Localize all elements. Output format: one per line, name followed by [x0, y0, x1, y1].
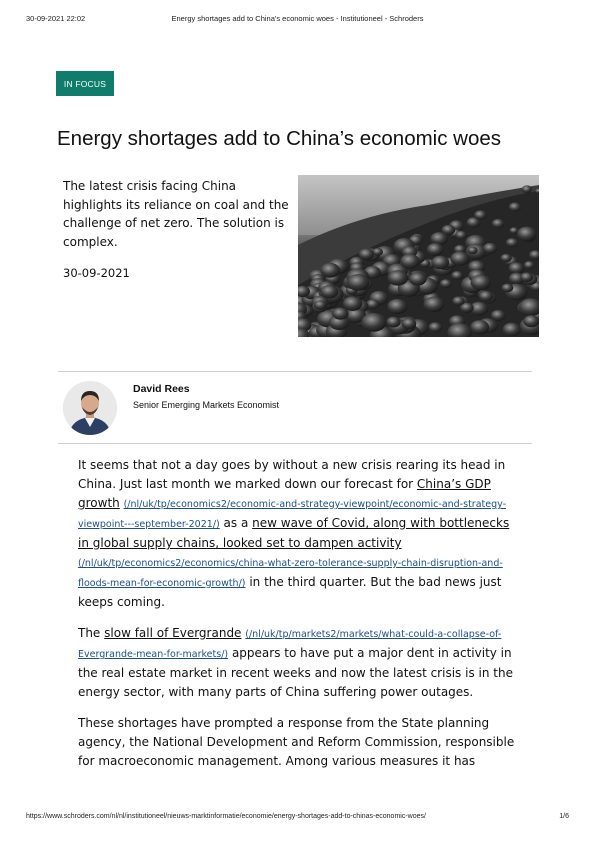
- coal-lump: [430, 232, 448, 245]
- coal-lump: [520, 272, 533, 282]
- print-url: https://www.schroders.com/nl/nl/institutioneel/nieuws-marktinformatie/economie/energy-shortages-add-to-chinas-economic-woes/: [26, 813, 426, 820]
- author-name[interactable]: David Rees: [133, 383, 190, 395]
- china-gdp-growth-url[interactable]: (/nl/uk/tp/economics2/economic-and-strategy-viewpoint/economic-and-strategy-viewpoint---september-2021/): [78, 499, 507, 530]
- coal-lump: [386, 317, 400, 328]
- article-body: [78, 456, 518, 783]
- coal-lump: [332, 308, 348, 320]
- coal-lump: [320, 263, 340, 278]
- coal-lump: [471, 275, 492, 290]
- coal-lump: [424, 297, 445, 313]
- coal-lump: [361, 313, 386, 332]
- coal-lump: [451, 271, 463, 280]
- coal-lump: [470, 320, 489, 334]
- author-role: Senior Emerging Markets Economist: [133, 400, 280, 410]
- coal-pile-illustration: [298, 175, 539, 337]
- paragraph-3: These shortages have prompted a response from the State planning agency, the National Development and Reform Commission, responsible for macroeconomic management. Among various measures it has: [78, 716, 515, 768]
- paragraph-1: It seems that not a day goes by without a new crisis rearing its head in China. Just last month we marked down our forecast for China’s GDP growth (/nl/uk/tp/economics2/economic-and-strategy-viewpoint/economic-and-strategy-viewpoint---september-2021/) as a new wave of Covid, along with bottlenecks in global supply chains, looked set to dampen activity (/nl/uk/tp/economics2/economics/china-what-zero-tolerance-supply-chain-disruption-and-floods-mean-for-economic-growth/) in the third quarter. But the bad news just keeps coming.: [78, 458, 510, 609]
- coal-lump: [517, 227, 537, 242]
- coal-lump: [320, 285, 338, 298]
- coal-lump: [347, 274, 369, 291]
- coal-lump: [400, 254, 420, 269]
- coal-lump: [343, 296, 363, 311]
- coal-lump: [523, 315, 539, 327]
- coal-lump: [474, 210, 487, 220]
- coal-lump: [388, 270, 409, 285]
- coal-lump: [359, 249, 374, 260]
- coal-lump: [501, 254, 512, 262]
- author-portrait: [63, 381, 117, 435]
- coal-lump: [506, 238, 518, 247]
- coal-lump: [452, 296, 464, 305]
- coal-pile-image: [298, 175, 539, 337]
- coal-lump: [492, 219, 505, 228]
- coal-lump: [502, 284, 514, 293]
- coal-lump: [483, 243, 497, 254]
- coal-lump: [402, 318, 417, 329]
- coal-lump: [409, 272, 427, 285]
- print-header: [26, 14, 569, 26]
- coal-lump: [455, 231, 466, 240]
- evergrande-url[interactable]: (/nl/uk/tp/markets2/markets/what-could-a-collapse-of-Evergrande-mean-for-markets/): [78, 629, 502, 660]
- coal-lump: [509, 262, 525, 274]
- coal-lump: [491, 310, 506, 321]
- china-gdp-growth-link[interactable]: China’s GDP growth: [78, 477, 491, 510]
- article-title: Energy shortages add to China’s economic woes: [57, 127, 502, 150]
- coal-lump: [387, 299, 407, 314]
- in-focus-badge[interactable]: IN FOCUS: [56, 71, 114, 96]
- covid-wave-url[interactable]: (/nl/uk/tp/economics2/economics/china-what-zero-tolerance-supply-chain-disruption-and-floods-mean-for-economic-growth/): [78, 558, 503, 589]
- coal-lump: [522, 185, 532, 193]
- covid-wave-link[interactable]: new wave of Covid, along with bottlenecks in global supply chains, looked set to dampen activity: [78, 516, 510, 550]
- coal-lump: [479, 291, 493, 302]
- print-page-number: 1/6: [559, 813, 569, 820]
- coal-lump: [524, 261, 535, 269]
- coal-lump: [427, 243, 444, 256]
- coal-lump: [509, 202, 521, 211]
- evergrande-link[interactable]: slow fall of Evergrande: [104, 626, 242, 640]
- print-datetime: 30-09-2021 22:02: [26, 14, 86, 23]
- article-summary: The latest crisis facing China highlights its reliance on coal and the challenge of net zero. The solution is complex.: [63, 179, 289, 249]
- coal-lump: [431, 256, 449, 269]
- coal-lump: [314, 300, 327, 310]
- coal-lump: [429, 322, 443, 332]
- print-footer: [26, 813, 569, 825]
- coal-lump: [468, 247, 478, 255]
- coal-lump: [503, 323, 521, 337]
- article-date: 30-09-2021: [63, 266, 130, 280]
- author-avatar[interactable]: [63, 381, 117, 435]
- coal-lump: [440, 279, 452, 288]
- author-divider-bottom: [58, 443, 532, 444]
- author-divider-top: [58, 371, 532, 372]
- coal-lump: [450, 252, 469, 266]
- print-page-title: Energy shortages add to China's economic woes - Institutioneel - Schroders: [171, 14, 424, 23]
- paragraph-2: The slow fall of Evergrande (/nl/uk/tp/markets2/markets/what-could-a-collapse-of-Evergrande-mean-for-markets/) appears to have put a major dent in activity in the real estate market in recent weeks and now the latest crisis is in the energy sector, with many parts of China suffering power outages.: [78, 626, 513, 699]
